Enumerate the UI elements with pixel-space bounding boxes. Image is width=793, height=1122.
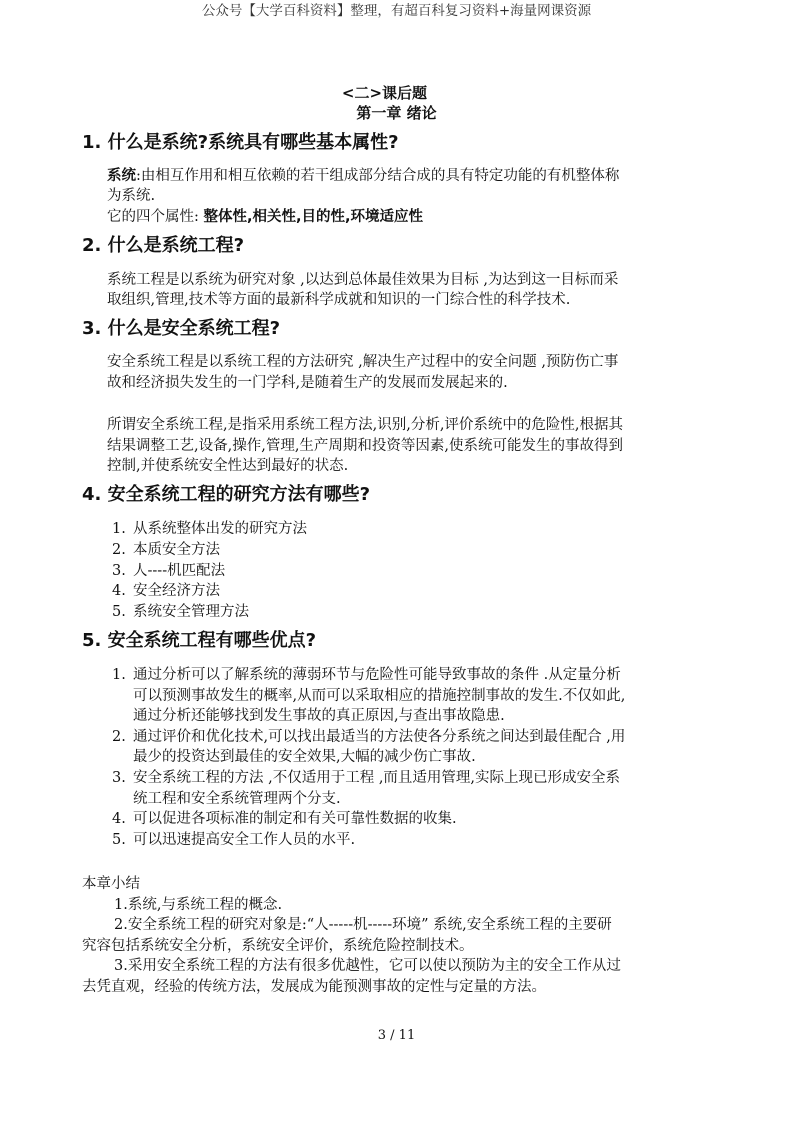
- summary-line: 2.安全系统工程的研究对象是:“人-----机-----环境” 系统,安全系统工程的主要研: [114, 917, 612, 933]
- list-item: 从系统整体出发的研究方法: [133, 521, 307, 537]
- chapter-title: 第一章 绪论: [356, 104, 437, 122]
- list-item: 统工程和安全系统管理两个分支.: [133, 790, 341, 807]
- list-item: 可以预测事故发生的概率,从而可以采取相应的措施控制事故的发生.不仅如此,: [133, 687, 626, 704]
- list-item: 通过分析还能够找到发生事故的真正原因,与查出事故隐患.: [133, 708, 505, 725]
- list-number: 1.: [112, 667, 126, 683]
- summary-line: 1.系统,与系统工程的概念.: [114, 897, 283, 913]
- list-number: 2.: [112, 541, 126, 558]
- list-number: 2.: [112, 728, 126, 745]
- list-number: 4.: [112, 583, 126, 600]
- list-item: 安全系统工程的方法 ,不仅适用于工程 ,而且适用管理,实际上现已形成安全系: [133, 770, 621, 786]
- list-number: 5.: [112, 831, 126, 848]
- q3-line: 安全系统工程是以系统工程的方法研究 ,解决生产过程中的安全问题 ,预防伤亡事: [107, 354, 619, 370]
- section-title: <二>课后题: [341, 84, 428, 102]
- list-item: 安全经济方法: [133, 583, 220, 600]
- list-number: 3.: [112, 562, 126, 579]
- question-4-heading: 4. 安全系统工程的研究方法有哪些?: [82, 484, 371, 505]
- list-number: 5.: [112, 604, 126, 621]
- list-number: 1.: [112, 521, 126, 537]
- definition-text: :由相互作用和相互依赖的若干组成部分结合成的具有特定功能的有机整体称: [136, 168, 620, 184]
- summary-line: 究容包括系统安全分析，系统安全评价，系统危险控制技术。: [82, 938, 474, 954]
- attr-values: 整体性,相关性,目的性,环境适应性: [203, 209, 424, 225]
- page-number: 3 / 11: [377, 1028, 416, 1043]
- summary-line: 3.采用安全系统工程的方法有很多优越性，它可以使以预防为主的安全工作从过: [114, 958, 621, 974]
- q1-definition: [107, 166, 619, 186]
- q3-line: 故和经济损失发生的一门学科,是随着生产的发展而发展起来的.: [107, 375, 508, 391]
- question-5-heading: 5. 安全系统工程有哪些优点?: [82, 630, 317, 651]
- list-item: 可以迅速提高安全工作人员的水平.: [133, 831, 356, 848]
- list-item: 系统安全管理方法: [133, 604, 249, 621]
- list-item: 本质安全方法: [133, 541, 220, 558]
- list-number: 4.: [112, 811, 126, 828]
- q2-line: 系统工程是以系统为研究对象 ,以达到总体最佳效果为目标 ,为达到这一目标而采: [107, 272, 619, 288]
- q3-line: 结果调整工艺,设备,操作,管理,生产周期和投资等因素,使系统可能发生的事故得到: [107, 438, 624, 454]
- list-item: 可以促进各项标准的制定和有关可靠性数据的收集.: [133, 811, 457, 828]
- term: 系统: [107, 168, 136, 184]
- list-item: 人----机匹配法: [133, 562, 226, 579]
- q1-definition-cont: 为系统.: [107, 188, 156, 204]
- list-item: 通过分析可以了解系统的薄弱环节与危险性可能导致事故的条件 .从定量分析: [133, 667, 621, 683]
- list-item: 最少的投资达到最佳的安全效果,大幅的减少伤亡事故.: [133, 749, 476, 766]
- summary-title: 本章小结: [82, 876, 140, 892]
- list-item: 通过评价和优化技术,可以找出最适当的方法使各分系统之间达到最佳配合 ,用: [133, 728, 626, 745]
- q3-line: 所谓安全系统工程,是指采用系统工程方法,识别,分析,评价系统中的危险性,根据其: [107, 417, 624, 433]
- question-1-heading: 1. 什么是系统?系统具有哪些基本属性?: [82, 132, 399, 153]
- question-2-heading: 2. 什么是系统工程?: [82, 235, 245, 256]
- q3-line: 控制,并使系统安全性达到最好的状态.: [107, 458, 349, 474]
- page-header: 公众号【大学百科资料】整理，有超百科复习资料+海量网课资源: [201, 3, 592, 19]
- question-3-heading: 3. 什么是安全系统工程?: [82, 318, 281, 339]
- q2-line: 取组织,管理,技术等方面的最新科学成就和知识的一门综合性的科学技术.: [107, 292, 571, 308]
- list-number: 3.: [112, 770, 126, 786]
- q1-attributes: [107, 207, 423, 227]
- attr-label: 它的四个属性:: [107, 209, 204, 225]
- summary-line: 去凭直观，经验的传统方法，发展成为能预测事故的定性与定量的方法。: [82, 979, 546, 995]
